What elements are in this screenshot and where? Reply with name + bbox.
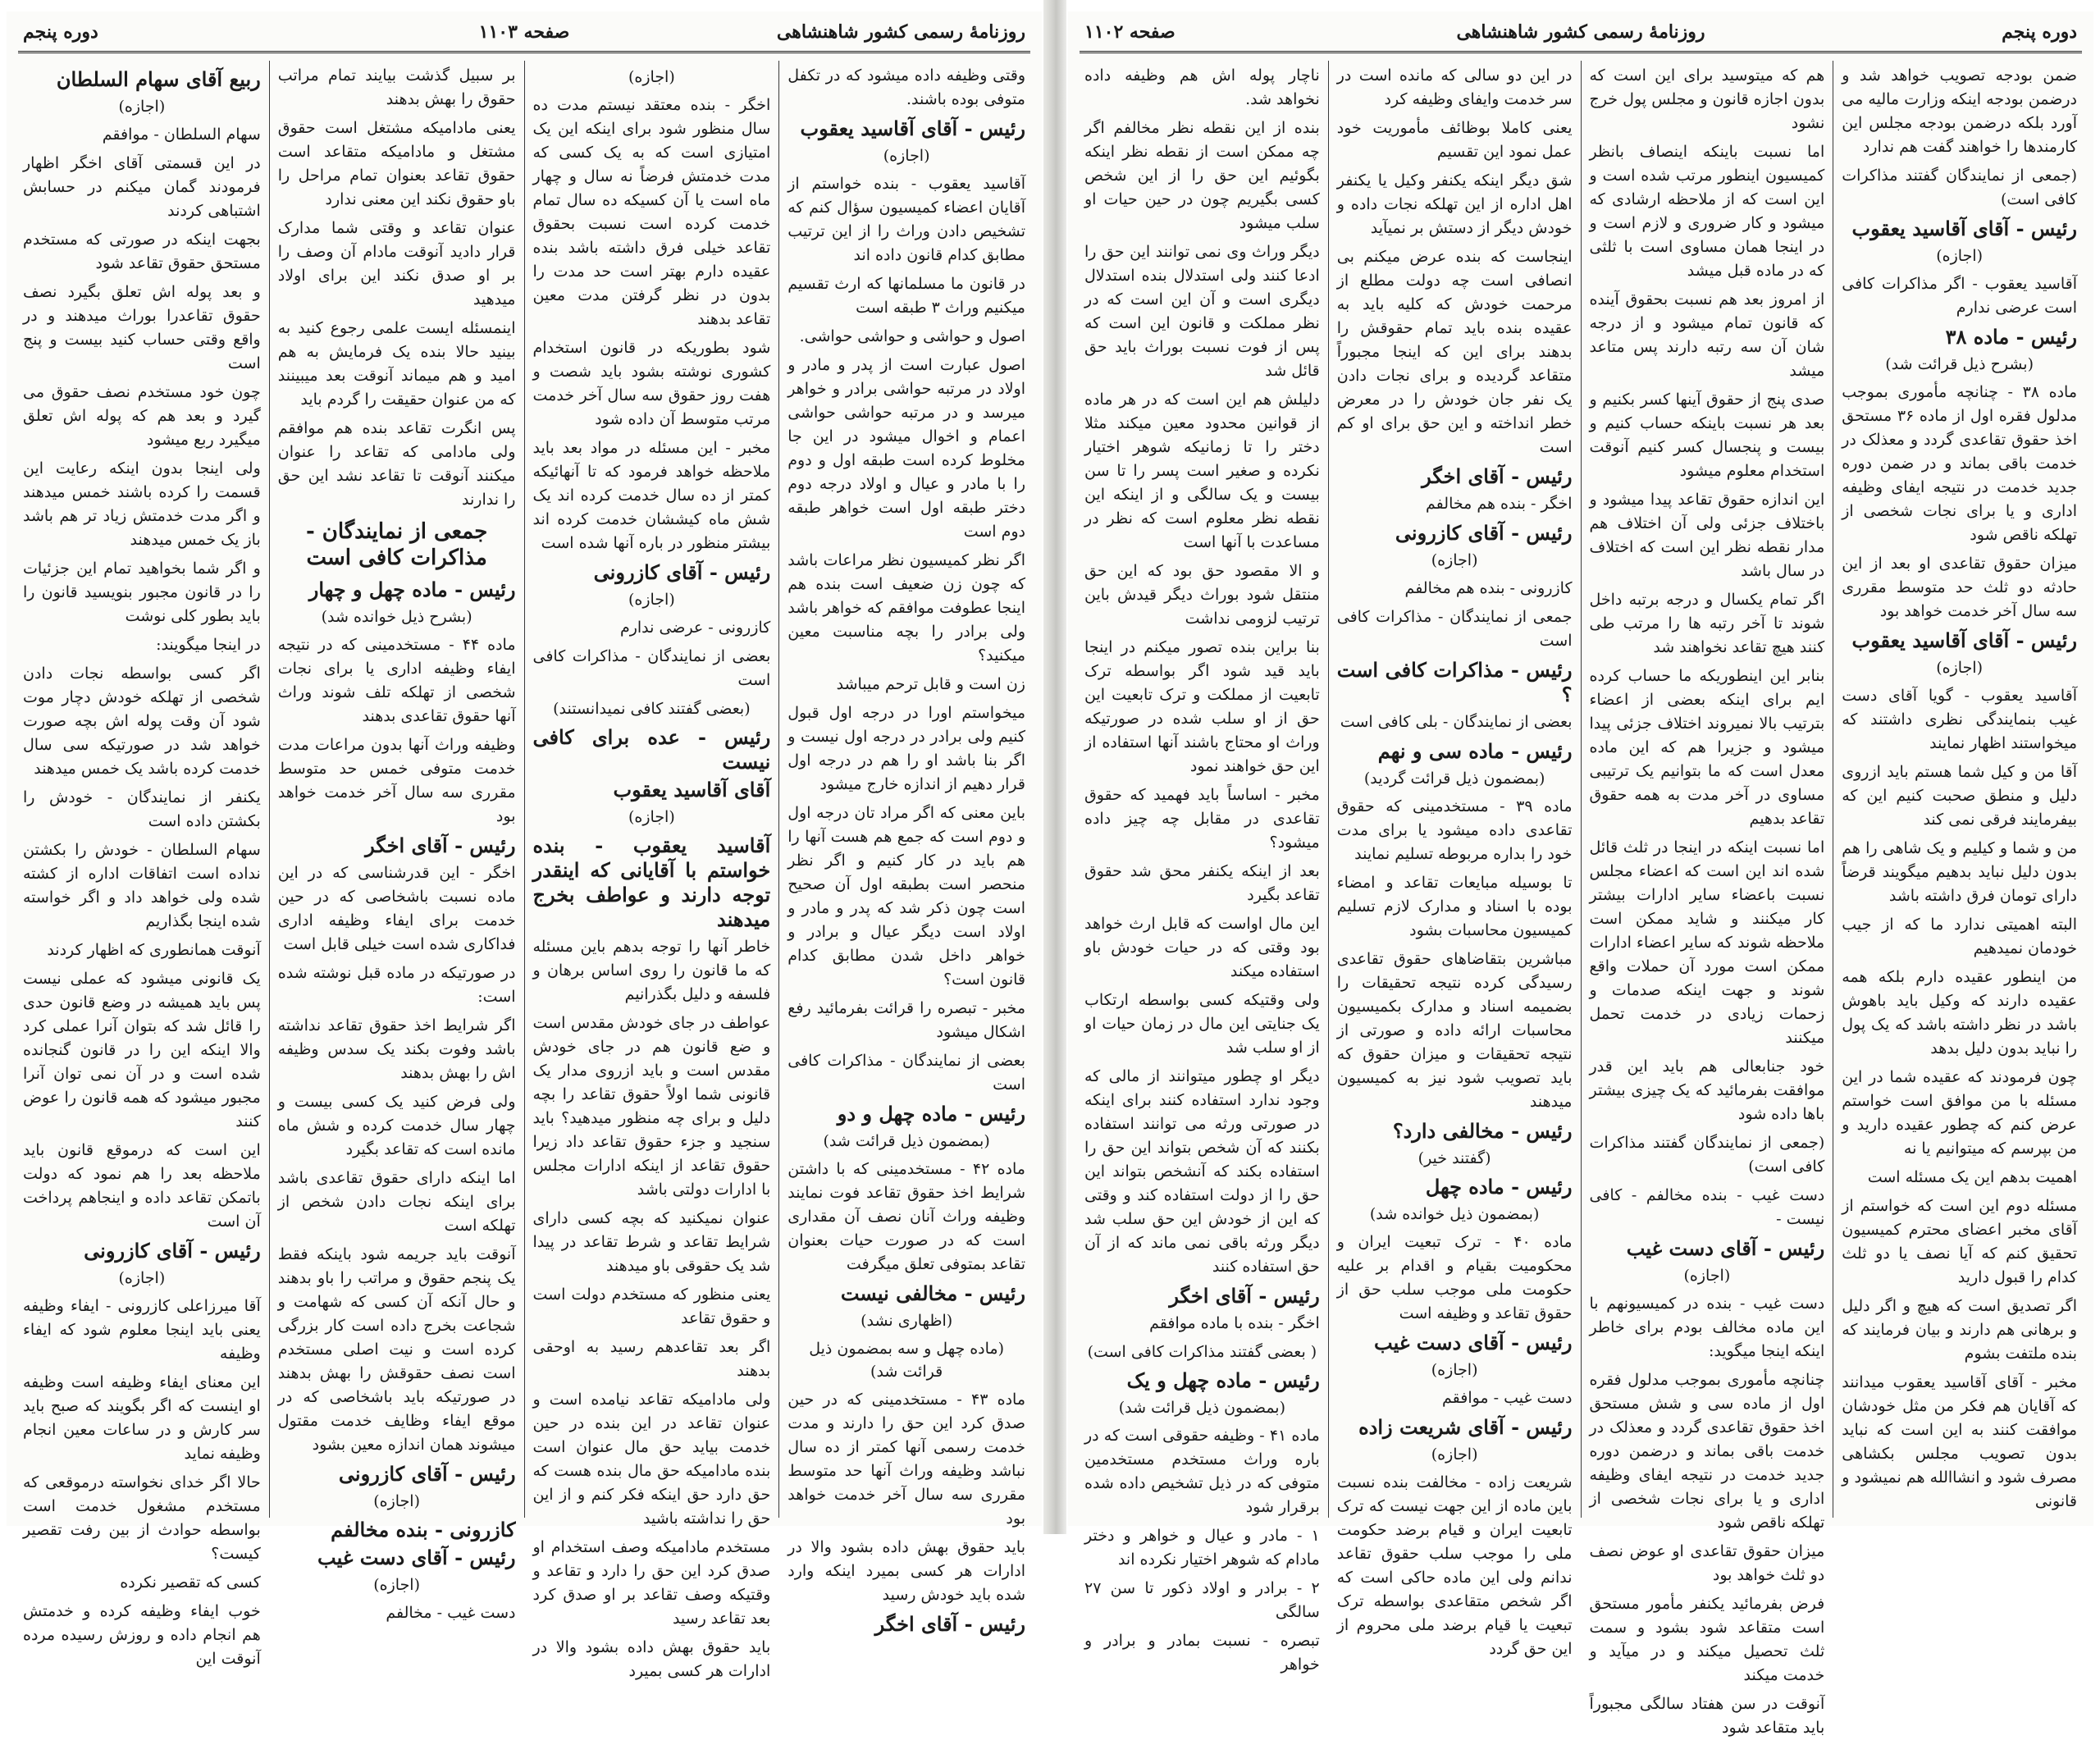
paragraph: خاطر آنها را توجه بدهم باین مسئله که ما قانون را روی اساس برهان و فلسفه و دلیل بگذرانیم [532,938,771,1003]
paragraph: مسئله دوم این است که خواستم از آقای مخبر اعضای محترم کمیسیون تحقیق کنم که آیا نصف یا دو ثلث کدام را قبول دارید [1842,1197,2077,1286]
text-column [269,61,524,1622]
paragraph: بعد از اینکه یکنفر محق شد حقوق تقاعد بگیرد [1084,862,1320,904]
paragraph: شریعت زاده - مخالفت بنده نسبت باین ماده از این جهت نیست که ترک تابعیت ایران و قیام برضد حکومت ملی را موجب سلب حقوق تقاعد ندانم ولی این ماده حاکی است که اگر شخص متقاعدی بواسطه ترک تبعیت یا قیام برضد ملی محروم از این حق گردد [1336,1473,1573,1658]
speaker-line: رئیس - آقای دست غیب [1626,1236,1825,1260]
newspaper-title: روزنامهٔ رسمی کشور شاهنشاهی [776,21,1025,43]
paragraph: در این دو سالی که مانده است در سر خدمت وایفای وظیفه کرد [1336,66,1573,108]
paragraph: دست غیب - موافقم [1441,1389,1573,1407]
paragraph: البته اهمیتی ندارد ما که از جیب خودمان نمیدهیم [1842,916,2077,957]
paragraph: اصول عبارت است از پدر و مادر و اولاد در مرتبه حواشی برادر و خواهر میرسد و در مرتبه حواشی حواشی اعمام و اخوال میشود در این جا مخلوط کرده است طبقه اول و دوم را با مادر و عیال و اولاد درجه دوم دختر طبقه اول است خواهر طبقه دوم است [788,356,1025,541]
page-number: صفحه ۱۱۰۳ [478,21,570,43]
paragraph: اینجاست که بنده عرض میکنم بی انصافی است چه دولت مطلع از مرحمت خودش که کلیه باید به عقیده بنده باید تمام حقوقش را بدهند برای این که اینجا مجبوراً متقاعد گردیده و برای نجات دادن یک نفر جان خودش را در معرض خطر انداخته و این حق برای او کم است [1336,248,1573,456]
speaker-line: رئیس - آقای کازرونی [1395,521,1573,545]
parenthetical-note: (بمضمون ذیل خوانده شد) [1369,1205,1540,1223]
parenthetical-note: ( بعضی گفتند مذاکرات کافی است) [1087,1343,1317,1361]
parenthetical-note: (اجازه) [1431,1445,1478,1464]
paragraph: اخگر - بنده هم مخالفم [1426,495,1573,513]
paragraph: ۲ - برادر و اولاد ذکور تا سن ۲۷ سالگی [1084,1579,1320,1621]
speaker-line: رئیس - آقای اخگر [365,833,516,857]
parenthetical-note: (بمضمون ذیل قرائت شد) [823,1132,990,1150]
paragraph: اما نسبت باینکه اینصاف بانظر کمیسیون اینطور مرتب شده است و این است که از ملاحظه ارشادی که میشود و کار ضروری و لازم است و در اینجا همان مساوی است با ثلثی که در ماده قبل میشد [1589,143,1825,280]
paragraph: بر سبیل گذشت بیایند تمام مراتب حقوق را بهش بدهند [277,66,516,108]
paragraph: اما اینکه دارای حقوق تقاعدی باشد برای اینکه نجات دادن شخص از تهلکه است [277,1169,516,1235]
parenthetical-note: (اجازه) [1431,1361,1478,1379]
paragraph: ناچار پوله اش هم وظیفه داده نخواهد شد. [1084,66,1320,108]
paragraph: خود جنابعالی هم باید این قدر موافقت بفرمائید که یک چیزی بیشتر باها داده شود [1589,1057,1825,1123]
text-column [778,61,1034,1636]
paragraph: بعضی از نمایندگان - بلی کافی است [1340,713,1573,731]
paragraph: ماده ۴۳ - مستخدمینی که در حین صدق کرد این حق را دارند و مدت خدمت رسمی آنها کمتر از ده سال نباشد وظیفه وراث آنها حد متوسط مقرری سه سال آخر خدمت خواهد بود [788,1391,1025,1528]
parenthetical-note: (اجازه) [1936,247,1984,265]
paragraph: آقاسید یعقوب - اگر مذاکرات کافی است عرضی ندارم [1842,275,2077,317]
newspaper-title: روزنامهٔ رسمی کشور شاهنشاهی [1456,21,1705,43]
speaker-line: رئیس - آقای آقاسید یعقوب [1851,628,2077,652]
paragraph: مخبر - این مسئله در مواد بعد باید ملاحظه خواهد فرمود که تا آنهائیکه کمتر از ده سال خدمت کرده اند یک شش ماه کیششان خدمت کرده اند بیشتر منظور در باره آنها شده است [532,439,771,552]
speaker-line: رئیس - ماده چهل و چهار [308,578,516,601]
paragraph: شود بطوریکه در قانون استخدام کشوری نوشته بشود باید شصت و هفت روز حقوق سه سال آخر خدمت مرتب متوسط آن داده شود [532,339,771,428]
paragraph: بنابر این اینطوریکه ما حساب کرده ایم برای اینکه بعضی از اعضاء بترتیب بالا نمیروند اختلاف جزئی پیدا میشود و جزیرا هم که این ماده معدل است که ما بتوانیم یک ترتیبی مساوی در آخر مدت به همه حقوق تقاعد بدهیم [1589,667,1825,828]
speaker-line: رئیس - ماده ۳۸ [1945,325,2077,349]
paragraph: یعنی مادامیکه مشتغل است حقوق مشتغل و مادامیکه متقاعد است حقوق تقاعد بعنوان تمام مراحل را باو حقوق نکند این معنی ندارد [277,119,516,208]
speaker-line: رئیس - ماده چهل و دو [837,1102,1025,1126]
paragraph: یکنفر از نمایندگان - خودش را بکشتن داده است [23,788,261,830]
speaker-line: رئیس - مذاکرات کافی است ؟ [1336,658,1573,706]
text-column [15,61,269,1668]
paragraph: ولی مادامیکه تقاعد نیامده است و عنوان تقاعد در این بنده در حین خدمت بیاید حق مال عنوان است بنده مادامیکه حق مال بنده هست که حق دارد حق اینکه فکر کنم و از این حق را نداشته باشید [532,1391,771,1528]
paragraph: مستخدم مادامیکه وصف استخدام او صدق کرد این حق را دارد و تقاعد و وقتیکه وصف تقاعد بر او صدق کرد بعد تقاعد رسید [532,1538,771,1628]
paragraph: خوب ایفاء وظیفه کرده و خدمتش هم انجام داده و روزش رسیده مرده آنوقت این [23,1602,261,1668]
session-label: دوره پنجم [23,21,98,43]
speaker-line: ربیع آقای سهام السلطان [56,67,261,91]
paragraph: آنوقت باید جریمه شود باینکه فقط یک پنجم حقوق و مراتب را باو بدهند و حال آنکه آن کسی که شهامت و شجاعت بخرج داده است کار بزرگی کرده است و نیت اصلی مستخدم است نصف حقوقش را بهش بدهند در صورتیکه باید باشخاصی که در موقع ایفاء وظایف خدمت مقتول میشوند همان اندازه معین بشود [277,1245,516,1454]
paragraph: یعنی منظور که مستخدم دولت است و حقوق تقاعد [532,1286,771,1327]
paragraph: مباشرین بتقاضاهای حقوق تقاعدی رسیدگی کرده نتیجه تحقیقات را بضمیمه اسناد و مدارک بکمیسیون محاسبات ارائه داده و صورتی از نتیجه تحقیقات و میزان حقوق که باید تصویب شود نیز به کمیسیون میدهند [1336,950,1573,1111]
paragraph: آنوقت در سن هفتاد سالگی مجبوراً باید متقاعد شود [1589,1695,1825,1737]
paragraph: میزان حقوق تقاعدی او بعد از این حادثه دو ثلث حد متوسط مقرری سه سال آخر خدمت خواهد بود [1842,555,2077,620]
paragraph: اخگر - بنده با ماده موافقم [1149,1314,1320,1332]
paragraph: باید حقوق بهش داده بشود والا در ادارات هر کسی بمیرد [532,1638,771,1680]
speaker-line: رئیس - ماده سی و نهم [1377,739,1573,763]
parenthetical-note: (اجازه) [1431,551,1478,569]
paragraph: عواطف در جای خودش مقدس است و ضع قانون هم در جای خودش مقدس است و باید ازروی مدار یک قانونی شما اولاً حقوق تقاعد را بچه دلیل و برای چه منظور میدهید؟ باید سنجید و جزء حقوق تقاعد داد زیرا حقوق تقاعد از اینکه ادارات مجلس با ادارات دولتی باشد [532,1014,771,1199]
paragraph: دیگر وراث وی نمی توانند این حق را ادعا کنند ولی استدلال بنده استدلال دیگری است و آن این است که در نظر مملکت و قانون این است که پس از فوت نسبت بوراث باید حق قائل شد [1084,243,1320,380]
paragraph: بنا براین بنده تصور میکنم در اینجا باید قید شود اگر بواسطه ترک تابعیت از مملکت و ترک تابعیت این حق از او سلب شده در صورتیکه وراث او محتاج باشند آنها استفاده از این حق خواهند نمود [1084,638,1320,775]
text-column [1076,61,1328,1674]
paragraph: من و شما و کیلیم و یک شاهی را هم بدون دلیل نباید بدهیم میگویند قرضاً دارای تومان فرق داشته باشد [1842,839,2077,905]
paragraph: پس انگرت تقاعد بنده هم موافقم ولی مادامی که تقاعد را عنوان میکنند آنوقت تا تقاعد نشد این حق را ندارند [277,419,516,509]
parenthetical-note: (بشرح ذیل خوانده شد) [321,608,472,626]
speaker-line: رئیس - ماده چهل و یک [1126,1368,1320,1392]
paragraph: شق دیگر اینکه یکنفر وکیل یا یکنفر اهل اداره از این تهلکه نجات داده و خودش دیگر از دستش بر نمیآید [1336,171,1573,237]
right-running-head [1080,18,2082,53]
speaker-line: رئیس - آقای اخگر [1169,1284,1320,1308]
paragraph: ماده ۳۸ - چنانچه مأموری بموجب مدلول فقره اول از ماده ۳۶ مستحق اخذ حقوق تقاعدی گردد و معذلک در خدمت باقی بماند و در ضمن دوره جدید خدمت در نتیجه ایفای وظیفه اداری و یا برای نجات شخصی از تهلکه ناقص شود [1842,383,2078,544]
parenthetical-note: (بمضمون ذیل قرائت گردید) [1363,770,1545,788]
paragraph: اگر کسی بواسطه نجات دادن شخصی از تهلکه خودش دچار موت شود آن وقت پوله اش بچه صورت خواهد شد در صورتیکه سی سال خدمت کرده باشد یک خمس میدهند [23,664,261,778]
parenthetical-note: (ماده چهل و سه بمضمون ذیل قرائت شد) [809,1340,1005,1381]
paragraph: اصول و حواشی و حواشی حواشی. [799,327,1025,345]
paragraph: اینمسئله ایست علمی رجوع کنید به بینید حالا بنده یک فرمایش به هم امید و هم میماند آنوقت بعد میبینند که من عنوان حقیقت را گردم باید [277,319,516,409]
speaker-line: رئیس - آقای اخگر [1422,464,1573,488]
paragraph: دست غیب - بنده مخالفم - کافی نیست - [1589,1186,1825,1228]
parenthetical-note: (اجازه) [118,98,166,116]
parenthetical-note: (بعضی گفتند کافی نمیدانستند) [553,700,751,718]
paragraph: تبصره - نسبت بمادر و برادر و خواهر [1084,1632,1320,1674]
paragraph: آقاسید یعقوب - بنده خواستم از آقایان اعضاء کمیسیون سؤال کنم که تشخیص دادن وراث را از این ترتیب مطابق کدام قانون داده اند [788,175,1025,264]
speaker-line: رئیس - آقای دست غیب [1374,1331,1573,1354]
paragraph: فرض بفرمائید یکنفر مأمور مستحق است متقاعد شود بشود و سمت ثلث تحصیل میکند و در میآید و خدمت میکند [1589,1595,1825,1684]
paragraph: صدی پنج از حقوق آینها کسر بکنیم و بعد هر نسبت باینکه حساب کنیم و بیست و پنجسال کسر کنیم آنوقت استخدام معلوم میشود [1589,390,1825,480]
paragraph: آقا من و کیل شما هستم باید ازروی دلیل و منطق صحبت کنیم این که بیفرمایند فرقی نمی کند [1842,763,2077,829]
paragraph: این است که درموقع قانون باید ملاحظه بعد را هم نمود که دولت باتمکن تقاعد داده و اینجاهم پرداخت آن است [23,1141,261,1231]
paragraph: هم که میتوسید برای این است که بدون اجازه قانون و مجلس پول خرج نشود [1589,66,1825,132]
paragraph: آنوقت همانطوری که اظهار کردند [47,941,261,959]
paragraph: ولی اینجا بدون اینکه رعایت این قسمت را کرده باشند خمس میدهند و اگر مدت خدمتش زیاد تر هم باشد باز یک خمس میدهند [23,459,261,549]
paragraph: ماده ۴۴ - مستخدمینی که در نتیجه ایفاء وظیفه اداری یا برای نجات شخصی از تهلکه تلف شوند وراث آنها حقوق تقاعدی بدهند [277,636,516,725]
paragraph: اما نسبت اینکه در اینجا در ثلث قائل شده اند این است که اعضاء مجلس نسبت باعضاء سایر ادارات بیشتر کار میکنند و شاید ممکن است ملاحظه شوند که سایر اعضاء ادارات ممکن است مورد آن حملات واقع شوند و جهت اینکه صدمات و زحمات زیادی در خدمت تحمل میکنند [1589,838,1825,1047]
paragraph: از امروز بعد هم نسبت بحقوق آینده که قانون تمام میشود و از درجه شان آن سه رتبه دارند پس متاعد میشد [1589,290,1825,380]
paragraph: باید حقوق بهش داده بشود والا در ادارات هر کسی بمیرد اینکه وارد شده باید خودش رسید [788,1538,1025,1604]
paragraph: عنوان نمیکنید که بچه کسی دارای شرایط تقاعد و شرط تقاعد در پیدا شد یک حقوقی باو میدهند [532,1209,771,1275]
left-page-columns [15,61,1034,1680]
text-column [1833,61,2085,1518]
paragraph: در قانون ما مسلمانها که ارث تقسیم میکنیم وراث ۳ طبقه است [788,275,1025,317]
speaker-line: رئیس - آقای شریعت زاده [1358,1415,1573,1439]
paragraph: مخبر - اساساً باید فهمید که حقوق تقاعدی در مقابل چه چیز داده میشود؟ [1084,786,1320,852]
paragraph: دیگر او چطور میتوانند از مالی که وجود ندارد استفاده کنند برای اینکه در صورتی ورثه می توانند استفاده بکنند که آن شخص بتواند این حق را استفاده بکند که آنشخص بتواند این حق را از دولت استفاده کند و وقتی که این از خودش این حق سلب شد دیگر ورثه باقی نمی ماند که از آن حق استفاده کنند [1084,1067,1320,1276]
parenthetical-note: (گفتند خیر) [1418,1149,1491,1167]
paragraph: دست غیب - مخالفم [386,1604,516,1622]
paragraph: مخبر - آقای آقاسید یعقوب میدانند که آقایان هم فکر من مثل خودشان موافقت کنند به این است که نباید بدون تصویب مجلس بکشاهی مصرف شود و انشاالله هم نمیشود و قانونی [1842,1373,2077,1510]
right-page-columns [1076,61,2085,1737]
paragraph: چون خود مستخدم نصف حقوق می گیرد و بعد هم که پوله اش تعلق میگیرد ربع میشود [23,383,261,449]
paragraph: ولی وقتیکه کسی بواسطه ارتکاب یک جنایتی این مال در زمان حیات او از او سلب شد [1084,991,1320,1057]
paragraph: میزان حقوق تقاعدی او عوض نصف دو ثلث خواهد بود [1589,1542,1825,1584]
parenthetical-note: (اجازه) [373,1576,421,1594]
paragraph: ماده ۳۹ - مستخدمینی که حقوق تقاعدی داده میشود یا برای مدت خود را بداره مربوطه تسلیم نمایند [1336,797,1573,863]
speaker-line: رئیس - ماده چهل [1425,1175,1573,1199]
parenthetical-note: (بشرح ذیل قرائت شد) [1885,355,2034,373]
parenthetical-note: (اظهاری نشد) [861,1312,953,1330]
text-column [1328,61,1581,1658]
paragraph: عنوان تقاعد و وقتی شما مدارک قرار دادید آنوقت مادام آن وصف را بر او صدق نکند این برای اولاد میدهید [277,219,516,308]
paragraph: ماده ۴۲ - مستخدمینی که با داشتن شرایط اخذ حقوق تقاعد فوت نمایند وظیفه وراث آنان نصف آن مقداری است که در صورت حیات بعنوان تقاعد بمتوفی تعلق میگرفت [788,1160,1025,1273]
paragraph: اگر بعد تقاعدهم رسید به اوحقی بدهند [532,1338,771,1380]
paragraph: تا بوسیله مبایعات تقاعد و امضاء بوده با اسناد و مدارک لازم تسلیم کمیسیون محاسبات بشود [1336,874,1573,939]
paragraph: و اگر شما بخواهید تمام این جزئیات را در قانون مجبور بنویسید قانون را باید بطور کلی نوشت [23,559,261,625]
paragraph: ولی فرض کنید یک کسی بیست و چهار سال خدمت کرده و شش ماه مانده است که تقاعد بگیرد [277,1093,516,1158]
paragraph: چنانچه مأموری بموجب مدلول فقره اول از ماده سی و شش مستحق اخذ حقوق تقاعدی گردد و معذلک در خدمت باقی بماند و درضمن دوره جدید خدمت در نتیجه ایفای وظیفه اداری و یا برای نجات شخصی از تهلکه ناقص شود [1589,1371,1825,1532]
speaker-line: رئیس - عده برای کافی نیست [532,725,771,774]
paragraph: (جمعی از نمایندگان گفتند مذاکرات کافی است) [1842,167,2077,208]
parenthetical-note: (اجازه) [118,1269,166,1287]
paragraph: سهام السلطان - موافقم [102,126,261,144]
paragraph: بعضی از نمایندگان - مذاکرات کافی است [532,647,771,689]
paragraph: اگر نظر کمیسیون نظر مراعات باشد که چون زن ضعیف است بنده هم اینجا عطوفت موافقم که خواهر باشد ولی برادر را بچه مناسبت معین میکنید؟ [788,551,1025,664]
speaker-line: رئیس - آقای کازرونی [338,1462,516,1486]
left-page [7,11,1042,1680]
paragraph: دست غیب - بنده در کمیسیونهم با این ماده مخالف بودم برای خاطر اینکه اینجا میگوید: [1589,1295,1825,1360]
paragraph: بجهت اینکه در صورتی که مستخدم مستحق حقوق تقاعد شود [23,231,261,272]
paragraph: بنده از این نقطه نظر مخالفم اگر چه ممکن است از نقطه نظر اینکه بگوئیم این حق را از این شخص کسی بگیریم چون در حین حیات او سلب میشود [1084,119,1320,232]
paragraph: جمعی از نمایندگان - مذاکرات کافی است [1336,608,1573,650]
paragraph: این معنای ایفاء وظیفه است وظیفه او اینست که اگر بگویند که صبح باید سر کارش و در ساعات معین انجام وظیفه نماید [23,1373,261,1463]
paragraph: کازرونی - عرضی ندارم [619,619,771,637]
speaker-line: رئیس - آقای آقاسید یعقوب [800,116,1025,140]
speaker-line: رئیس - آقای دست غیب [317,1546,516,1569]
paragraph: اگر تصدیق است که هیچ و اگر دلیل و برهانی هم دارند و بیان فرمایند که بنده ملتفت بشوم [1842,1297,2077,1363]
paragraph: یعنی کاملا بوظائف مأموریت خود عمل نمود این تقسیم [1336,119,1573,161]
paragraph: چون فرمودند که عقیده شما در این مسئله با من موافق است خواستم عرض کنم که چطور عقیده دارید و من بپرسم که میتوانیم یا نه [1842,1068,2077,1158]
paragraph: باین معنی که اگر مراد تان درجه اول و دوم است که جمع هم هست آنها را هم باید در کار کنیم و اگر نظر منحصر است بطبقه اول آن صحیح است چون ذکر شد که پدر و مادر و اولاد است دیگر عیال و برادر و خواهر داخل شدن مطابق کدام قانون است؟ [788,804,1025,989]
paragraph: وقتی وظیفه داده میشود که در تکفل متوفی بوده باشند. [788,66,1025,108]
speaker-line: رئیس - مخالفی دارد؟ [1392,1119,1573,1143]
speaker-line: رئیس - آقای آقاسید یعقوب [1851,217,2077,240]
section-heading: جمعی از نمایندگان - مذاکرات کافی است [305,519,488,570]
parenthetical-note: (اجازه) [628,591,675,609]
paragraph: کسی که تقصیر نکرده [120,1573,261,1592]
paragraph: بعضی از نمایندگان - مذاکرات کافی است [788,1052,1025,1094]
paragraph: آقاسید یعقوب - گویا آقای دست غیب بنمایندگی نظری داشتند که میخواستند اظهار نمایند [1842,687,2077,752]
speaker-line: کازرونی - بنده مخالفم [331,1518,516,1541]
speaker-line: آقاسید یعقوب - بنده خواستم با آقایانی که اینقدر توجه دارند و عواطف بخرج میدهند [532,833,771,931]
paragraph: اهمیت بدهم این یک مسئله است [1867,1168,2077,1186]
paragraph: یک قانونی میشود که عملی نیست پس باید همیشه در وضع قانون حدی را قائل شد که بتوان آنرا عملی کرد والا اینکه این را در قانون گنجانده شده است و در آن نمی توان آنرا مجبور میشود که همه قانون را عوض کنند [23,970,261,1130]
parenthetical-note: (اجازه) [628,808,675,826]
paragraph: زن است و قابل ترحم میباشد [836,675,1025,693]
left-running-head [18,18,1030,53]
paragraph: وظیفه وراث آنها بدون مراعات مدت خدمت متوفی خمس حد متوسط مقرری سه سال آخر خدمت خواهد بود [277,736,516,825]
parenthetical-note: (اجازه) [883,147,930,165]
paragraph: کازرونی - بنده هم مخالفم [1404,579,1573,597]
text-column [1581,61,1833,1737]
paragraph: مخبر - تبصره را قرائت بفرمائید رفع اشکال میشود [788,999,1025,1041]
paragraph: ماده ۴۱ - وظیفه حقوقی است که در باره وراث مستخدم مستخدمین متوفی که در ذیل تشخیص داده شده برقرار شود [1084,1427,1320,1516]
paragraph: من اینطور عقیده دارم بلکه همه عقیده دارند که وکیل باید باهوش باشد در نظر داشته باشد که یک پول را نباید بدون دلیل بدهد [1842,968,2077,1057]
text-column [524,61,779,1680]
paragraph: ۱ - مادر و عیال و خواهر و دختر مادام که شوهر اختیار نکرده اند [1084,1527,1320,1569]
right-page [1068,11,2093,1737]
speaker-line: رئیس - آقای کازرونی [84,1239,261,1263]
paragraph: در این قسمتی آقای اخگر اظهار فرمودند گمان میکنم در حسابش اشتباهی کردند [23,154,261,220]
paragraph: و الا مقصود حق بود که این حق منتقل شود بوراث دیگر قیدش باین ترتیب لزومی نداشت [1084,562,1320,628]
paragraph: میخواستم اورا در درجه اول قبول کنیم ولی برادر در درجه اول نیست و اگر بنا باشد او را هم در درجه اول قرار دهیم از اندازه خارج میشود [788,704,1025,793]
paragraph: اگر شرایط اخذ حقوق تقاعد نداشته باشد وفوت بکند یک سدس وظیفه اش را بهش بدهند [277,1016,516,1082]
session-label: دوره پنجم [2002,21,2077,43]
paragraph: اخگر - این قدرشناسی که در این ماده نسبت باشخاصی که در حین خدمت برای ایفاء وظیفه اداری فداکاری شده است خیلی قابل است [277,864,516,953]
paragraph: این اندازه حقوق تقاعد پیدا میشود و باختلاف جزئی ولی آن اختلاف هم مدار نقطه نظر این است که اختلاف در سال باشد [1589,491,1825,580]
paragraph: حالا اگر خدای نخواسته درموقعی که مستخدم مشغول خدمت است بواسطه حوادث از بین رفت تقصیر کیست؟ [23,1473,261,1563]
speaker-line: آقای آقاسید یعقوب [613,778,771,801]
parenthetical-note: (اجازه) [628,68,675,86]
paragraph: آقا میرزاعلی کازرونی - ایفاء وظیفه یعنی باید اینجا معلوم شود که ایفاء وظیفه [23,1297,261,1363]
speaker-line: رئیس - آقای اخگر [874,1612,1025,1636]
paragraph: این مال اواست که قابل ارث خواهد بود وقتی که در حیات خودش باو استفاده میکند [1084,915,1320,980]
parenthetical-note: (اجازه) [1683,1267,1731,1285]
parenthetical-note: (اجازه) [1936,659,1984,677]
paragraph: و بعد پوله اش تعلق بگیرد نصف حقوق تقاعدرا بوراث میدهند و در واقع وقتی حساب کنید بیست و پنج است [23,283,261,372]
paragraph: (جمعی از نمایندگان گفتند مذاکرات کافی است) [1589,1134,1825,1176]
parenthetical-note: (اجازه) [373,1492,421,1510]
paragraph: در صورتیکه در ماده قبل نوشته شده است: [277,964,516,1006]
parenthetical-note: (بمضمون ذیل قرائت شد) [1118,1399,1286,1417]
paragraph: اگر تمام یکسال و درجه برتبه داخل شوند تا آخر رتبه ها را مرتب طی کنند هیچ تقاعد نخواهند شد [1589,591,1825,656]
paragraph: ضمن بودجه تصویب خواهد شد و درضمن بودجه اینکه وزارت مالیه می آورد بلکه درضمن بودجه مجلس این کارمندها را خواهند گفت هم ندارد [1842,66,2077,156]
book-spine [1043,0,1066,1534]
paragraph: ماده ۴۰ - ترک تبعیت ایران و محکومیت بقیام و اقدام بر علیه حکومت ملی موجب سلب حق از حقوق تقاعد و وظیفه است [1336,1233,1573,1322]
paragraph: اخگر - بنده معتقد نیستم مدت ده سال منظور شود برای اینکه این یک امتیازی است که به یک کسی که مدت خدمتش فرضاً نه سال و چهار ماه است یا آن کسیکه ده سال تمام خدمت کرده است نسبت بحقوق تقاعد خیلی فرق داشته باشد بنده عقیده دارم بهتر است حد مدت را بدون در نظر گرفتن مدت معین تقاعد بدهند [532,96,771,328]
paragraph: سهام السلطان - خودش را بکشتن نداده است اتفاقات اداره از کشته شده ولی خواهد داد و اگر خواسته شده اینجا بگذاریم [23,841,261,930]
paragraph: در اینجا میگویند: [156,636,261,654]
speaker-line: رئیس - آقای کازرونی [593,560,771,584]
paragraph: دلیلش هم این است که در هر ماده از قوانین محدود معین میکند مثلا دختر را تا زمانیکه شوهر اختیار نکرده و صغیر است پسر را تا سن بیست و یک سالگی و از اینکه این نقطه نظر معلوم است که نظر در مساعدت با آنها است [1084,390,1320,551]
speaker-line: رئیس - مخالفی نیست [840,1281,1025,1305]
page-number: صفحه ۱۱۰۲ [1084,21,1176,43]
